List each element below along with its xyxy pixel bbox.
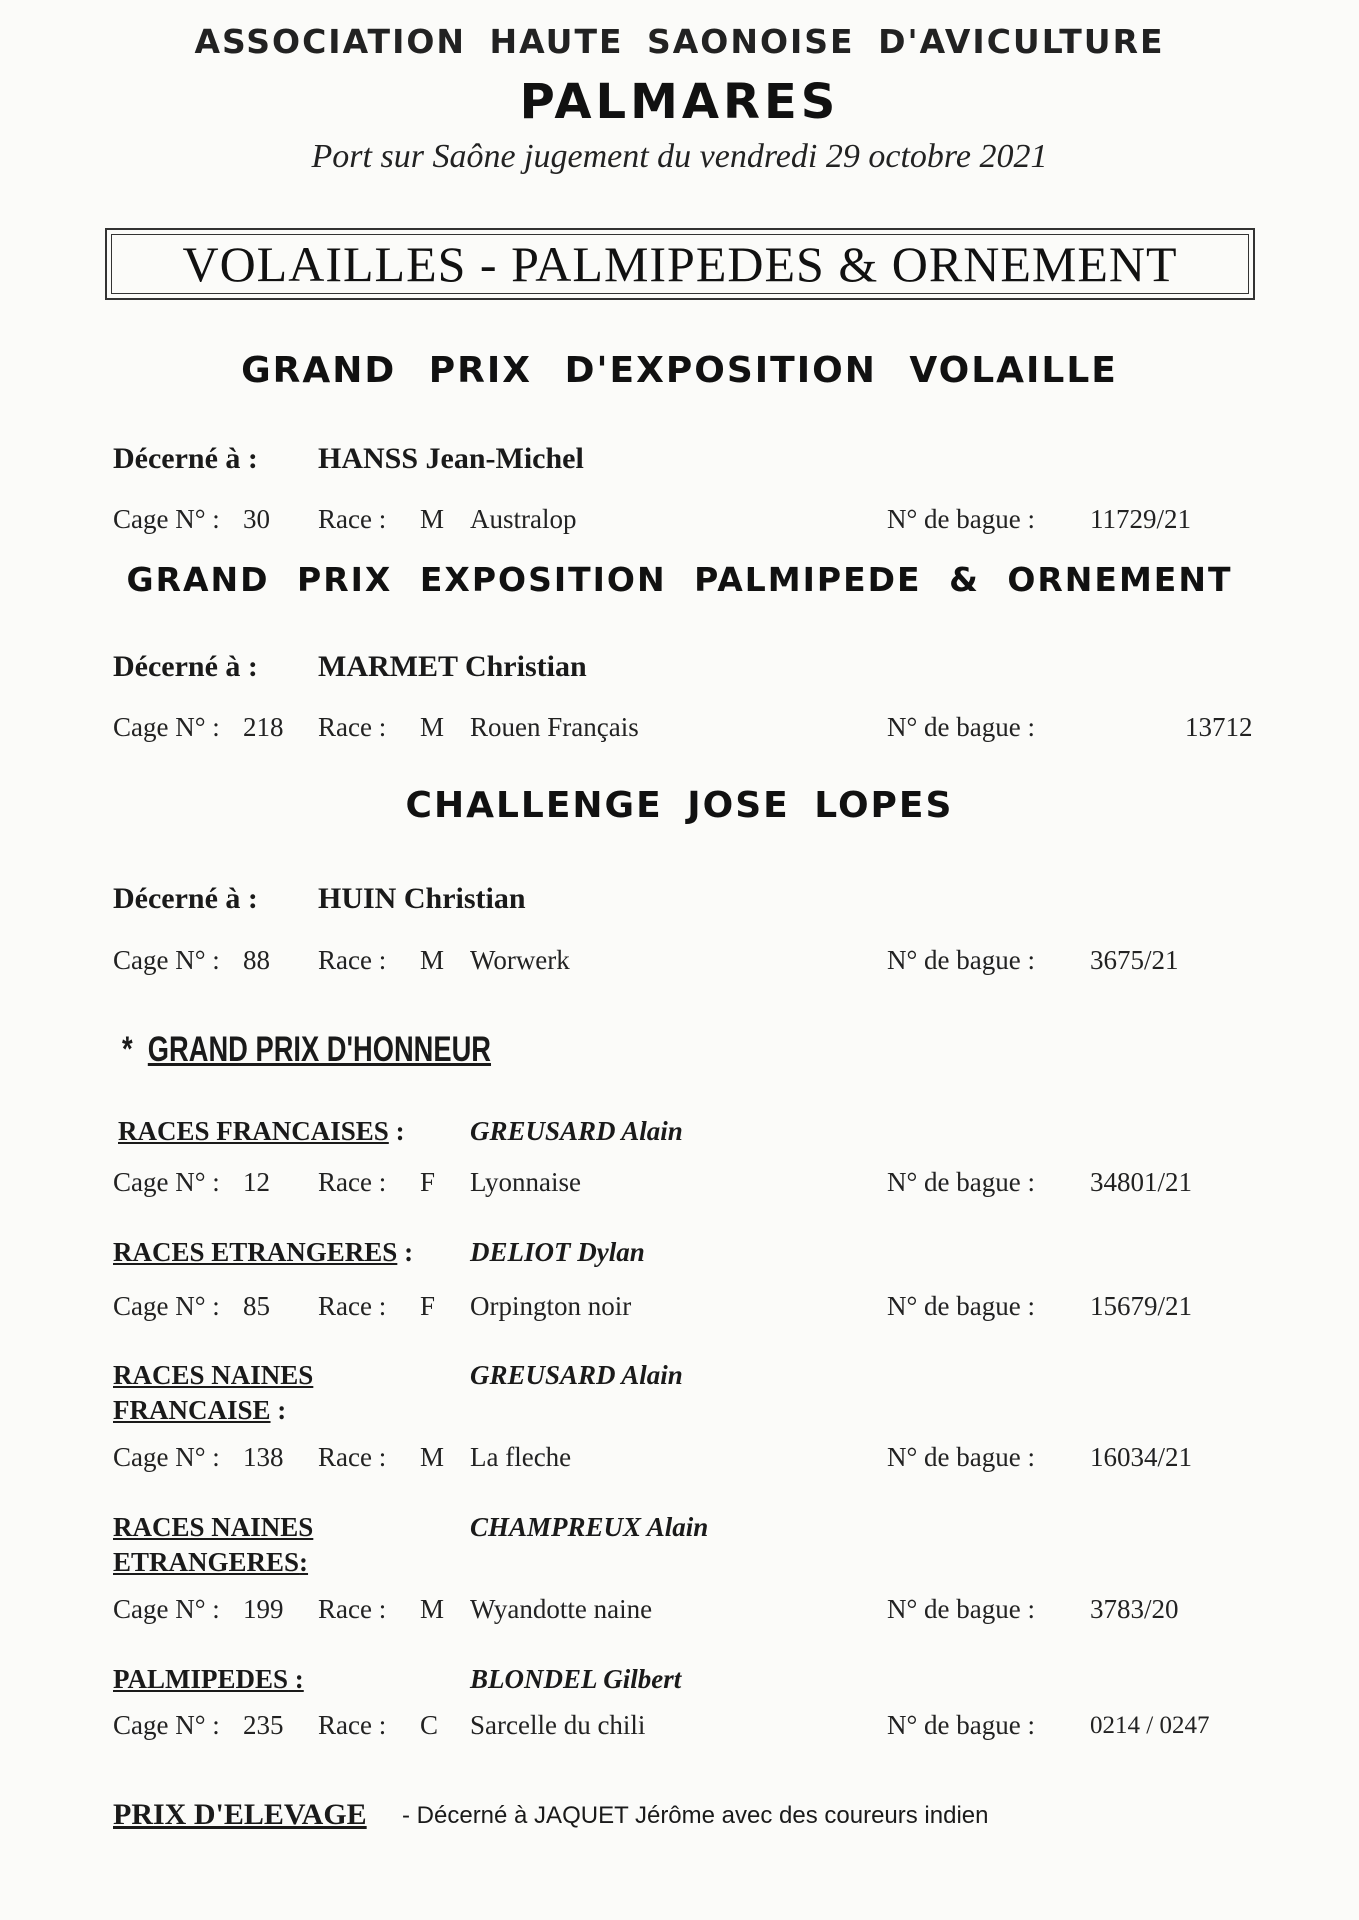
honneur-heading [122, 1030, 491, 1070]
race-label: Race : [318, 1594, 387, 1624]
event-subtitle: Port sur Saône jugement du vendredi 29 octobre 2021 [311, 138, 1048, 175]
cage-label: Cage N° : [113, 1291, 220, 1321]
category-label: PALMIPEDES : [113, 1664, 304, 1694]
cage-label: Cage N° : [113, 1710, 220, 1740]
category-winner: DELIOT Dylan [470, 1237, 645, 1267]
category-winner: BLONDEL Gilbert [470, 1664, 682, 1694]
cage-number: 199 [243, 1594, 284, 1624]
awarded-label: Décerné à : [113, 442, 258, 475]
ring-number: 34801/21 [1090, 1167, 1193, 1197]
ring-number: 0214 / 0247 [1090, 1712, 1210, 1739]
ring-number: 11729/21 [1090, 504, 1191, 534]
cage-number: 30 [243, 504, 270, 534]
cage-number: 218 [243, 712, 284, 742]
race-name: La fleche [470, 1442, 572, 1472]
race-name: Worwerk [470, 945, 570, 975]
category-banner [105, 228, 1255, 300]
ring-number: 15679/21 [1090, 1291, 1193, 1321]
category-winner: GREUSARD Alain [470, 1360, 683, 1390]
race-sex: C [420, 1710, 439, 1740]
race-name: Sarcelle du chili [470, 1710, 646, 1740]
honneur-title: GRAND PRIX D'HONNEUR [147, 1030, 492, 1069]
race-sex: M [420, 1442, 445, 1472]
ring-label: N° de bague : [887, 1291, 1035, 1321]
race-label: Race : [318, 712, 387, 742]
star-icon: * [122, 1030, 133, 1069]
race-sex: F [420, 1167, 436, 1197]
ring-label: N° de bague : [887, 945, 1035, 975]
race-sex: M [420, 1594, 445, 1624]
race-label: Race : [318, 1442, 387, 1472]
race-name: Australop [470, 504, 577, 534]
race-name: Lyonnaise [470, 1167, 581, 1197]
ring-label: N° de bague : [887, 504, 1035, 534]
cage-label: Cage N° : [113, 504, 220, 534]
race-name: Wyandotte naine [470, 1594, 653, 1624]
race-sex: M [420, 945, 445, 975]
race-label: Race : [318, 504, 387, 534]
category-label: RACES ETRANGERES : [113, 1237, 414, 1267]
awarded-label: Décerné à : [113, 650, 258, 683]
category-label: RACES FRANCAISES : [118, 1116, 405, 1146]
ring-label: N° de bague : [887, 712, 1035, 742]
cage-label: Cage N° : [113, 1594, 220, 1624]
ring-label: N° de bague : [887, 1167, 1035, 1197]
cage-number: 138 [243, 1442, 284, 1472]
elevage-title: PRIX D'ELEVAGE [113, 1798, 367, 1831]
banner-title: VOLAILLES - PALMIPEDES & ORNEMENT [111, 234, 1249, 294]
race-label: Race : [318, 945, 387, 975]
elevage-text: - Décerné à JAQUET Jérôme avec des coureurs indien [402, 1802, 989, 1829]
race-sex: F [420, 1291, 436, 1321]
award-title: GRAND PRIX D'EXPOSITION VOLAILLE [241, 350, 1118, 391]
cage-number: 85 [243, 1291, 270, 1321]
cage-label: Cage N° : [113, 1442, 220, 1472]
page-title: PALMARES [519, 74, 840, 130]
race-label: Race : [318, 1291, 387, 1321]
award-title: GRAND PRIX EXPOSITION PALMIPEDE & ORNEMENT [126, 560, 1233, 599]
category-label-line2: ETRANGERES: [113, 1547, 309, 1577]
ring-label: N° de bague : [887, 1710, 1035, 1740]
race-name: Rouen Français [470, 712, 639, 742]
cage-number: 88 [243, 945, 270, 975]
award-winner: HANSS Jean-Michel [318, 442, 584, 475]
category-winner: CHAMPREUX Alain [470, 1512, 709, 1542]
award-winner: HUIN Christian [318, 882, 526, 915]
ring-label: N° de bague : [887, 1594, 1035, 1624]
cage-label: Cage N° : [113, 1167, 220, 1197]
race-sex: M [420, 712, 445, 742]
category-winner: GREUSARD Alain [470, 1116, 683, 1146]
ring-number: 3675/21 [1090, 945, 1179, 975]
ring-number: 13712 [1185, 712, 1253, 742]
race-label: Race : [318, 1710, 387, 1740]
association-name: ASSOCIATION HAUTE SAONOISE D'AVICULTURE [194, 22, 1165, 61]
race-label: Race : [318, 1167, 387, 1197]
ring-number: 3783/20 [1090, 1594, 1179, 1624]
award-title: CHALLENGE JOSE LOPES [405, 785, 954, 826]
ring-number: 16034/21 [1090, 1442, 1193, 1472]
cage-label: Cage N° : [113, 712, 220, 742]
category-label: RACES NAINES [113, 1512, 314, 1542]
award-winner: MARMET Christian [318, 650, 587, 683]
category-label: RACES NAINES [113, 1360, 314, 1390]
category-label-line2: FRANCAISE : [113, 1395, 287, 1425]
cage-number: 12 [243, 1167, 270, 1197]
ring-label: N° de bague : [887, 1442, 1035, 1472]
race-sex: M [420, 504, 445, 534]
cage-label: Cage N° : [113, 945, 220, 975]
race-name: Orpington noir [470, 1291, 632, 1321]
awarded-label: Décerné à : [113, 882, 258, 915]
cage-number: 235 [243, 1710, 284, 1740]
